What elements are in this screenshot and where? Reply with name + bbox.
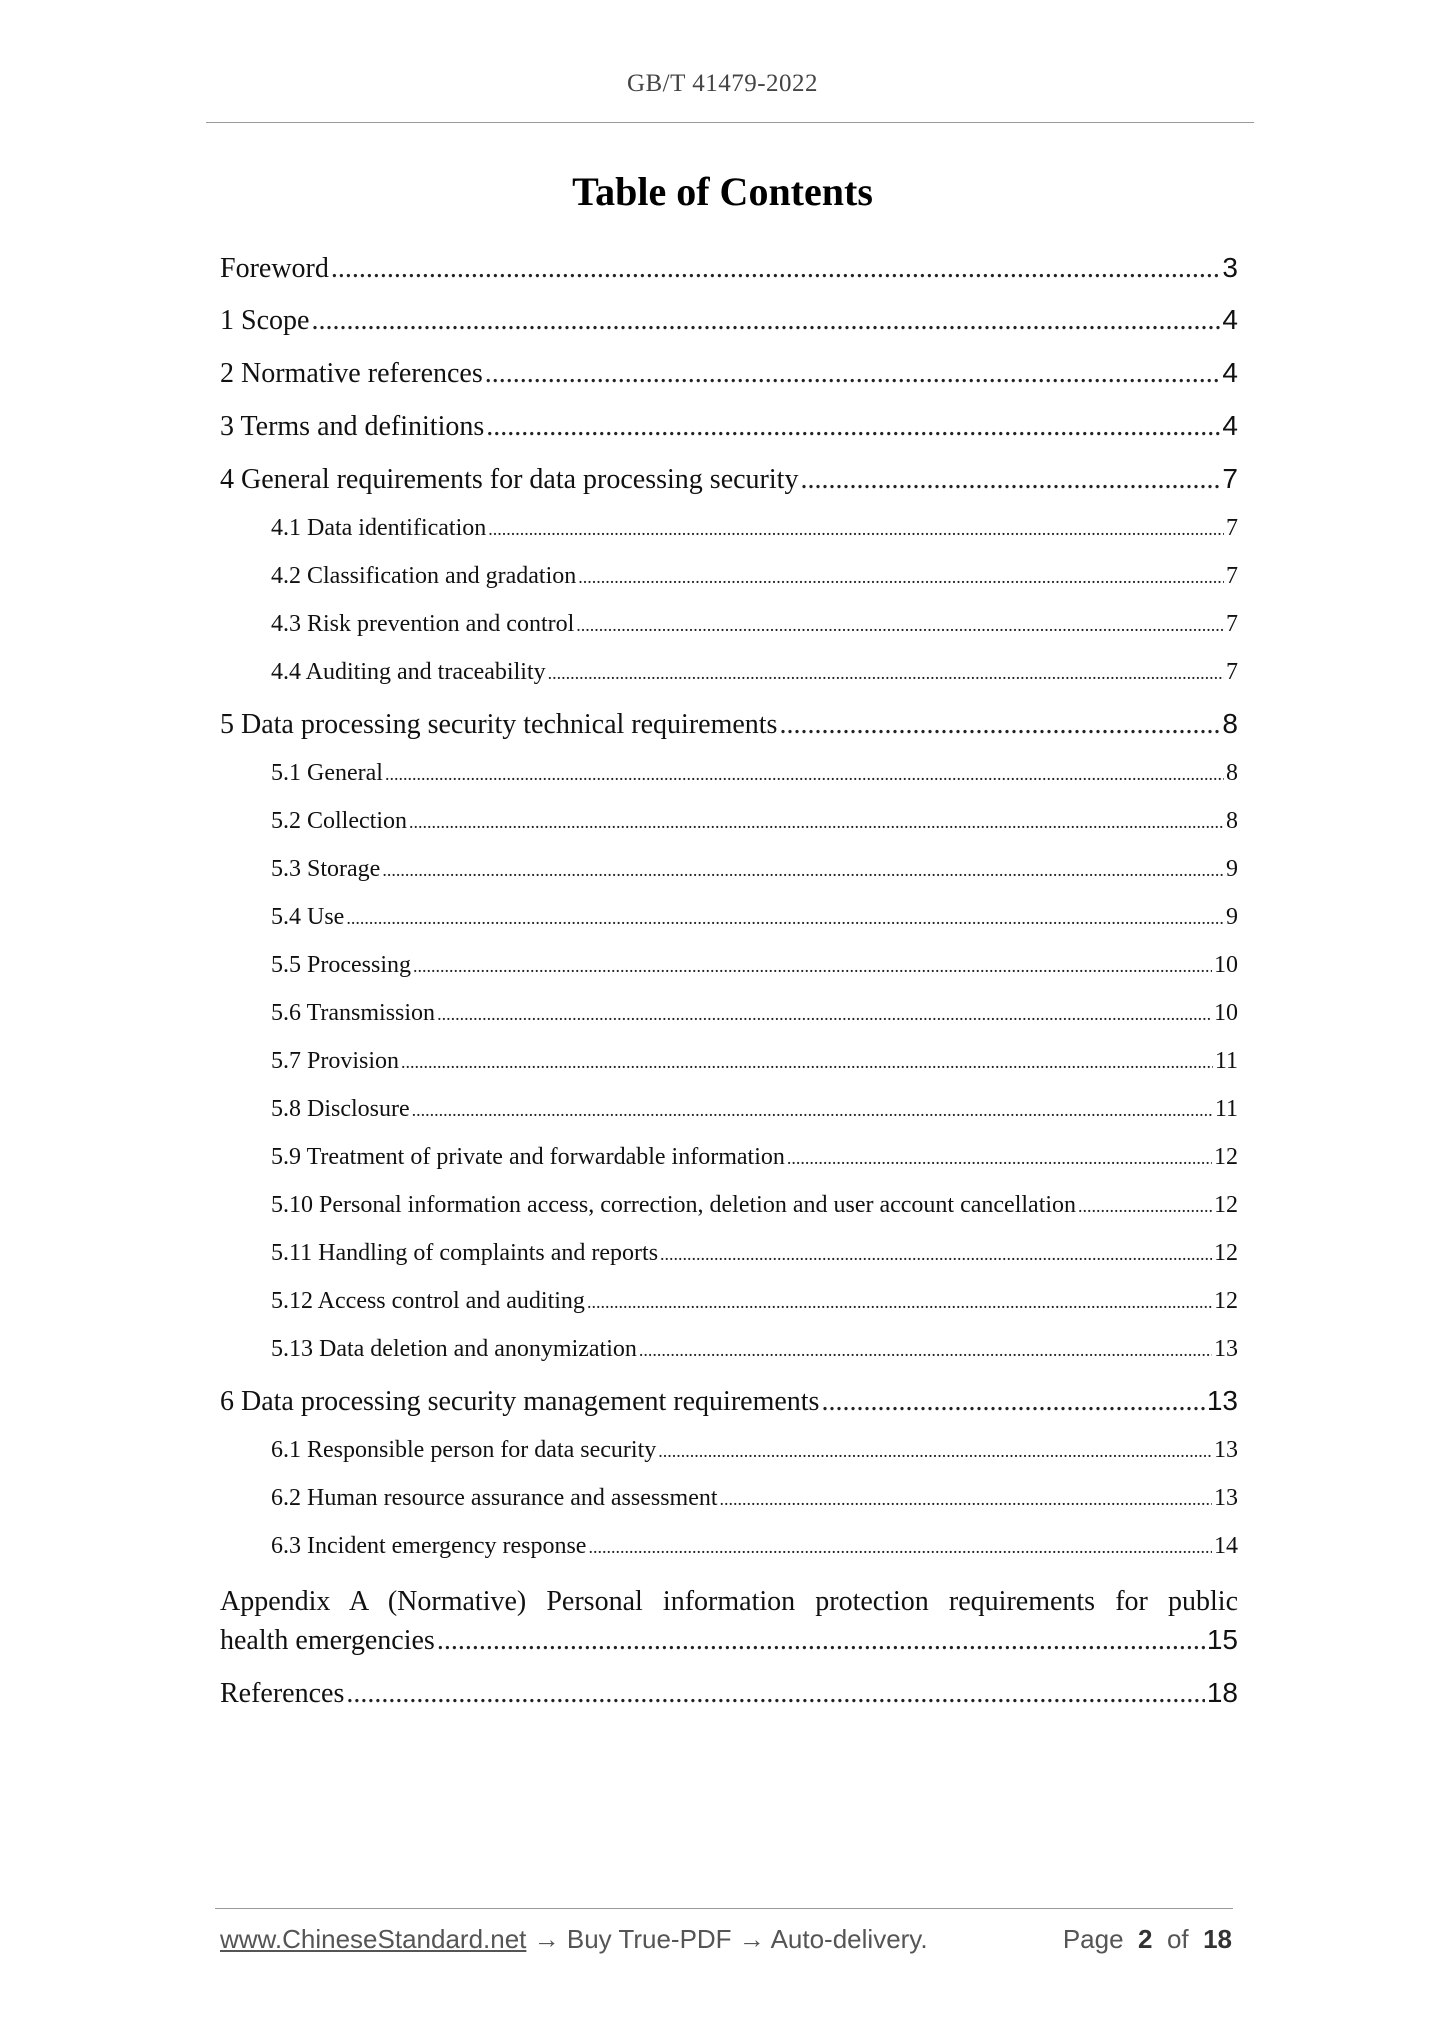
toc-entry-page: 8 [1222,708,1238,739]
toc-entry-label: 5.2 Collection [271,808,407,834]
toc-entry-label: 5 Data processing security technical requirements [220,709,778,740]
toc-entry-terms-definitions[interactable] [220,406,1238,446]
toc-entry-page: 7 [1226,659,1238,685]
toc-entry-page: 4 [1222,410,1238,441]
dot-leader [548,655,1224,690]
of-word: of [1166,1924,1189,1954]
toc-entry-label: 4.4 Auditing and traceability [271,659,546,685]
toc-entry-label: 5.10 Personal information access, correction, deletion and user account cancellation [271,1192,1077,1218]
toc-entry-label: 5.1 General [271,760,383,786]
toc-entry-page: 11 [1214,1096,1238,1122]
toc-entry-5-7[interactable] [271,1044,1238,1078]
toc-entry-references[interactable] [220,1673,1238,1713]
toc-entry-5-2[interactable] [271,804,1238,838]
toc-entry-page: 7 [1222,463,1238,494]
toc-entry-page: 13 [1214,1485,1238,1511]
toc-entry-page: 12 [1214,1192,1238,1218]
total-page-number: 18 [1203,1924,1232,1954]
toc-entry-label: 5.7 Provision [271,1048,400,1074]
dot-leader [658,1433,1212,1468]
dot-leader [576,607,1224,642]
toc-entry-4-4[interactable] [271,655,1238,689]
footer-divider [215,1908,1233,1909]
toc-entry-page: 13 [1214,1437,1238,1463]
page-indicator [1063,1924,1232,1955]
toc-entry-page: 7 [1226,611,1238,637]
toc-entry-label: 4 General requirements for data processing security [220,464,799,495]
toc-entry-label: 2 Normative references [220,358,483,389]
dot-leader [488,511,1224,546]
toc-entry-5-8[interactable] [271,1092,1238,1126]
toc-entry-5-3[interactable] [271,852,1238,886]
header-divider [206,122,1254,123]
dot-leader [382,852,1224,887]
current-page-number: 2 [1138,1924,1153,1954]
dot-leader [485,354,1221,394]
toc-entry-5-1[interactable] [271,756,1238,790]
toc-entry-label: 6.2 Human resource assurance and assessment [271,1485,718,1511]
toc-entry-page: 9 [1226,856,1238,882]
dot-leader [779,705,1220,745]
toc-entry-page: 11 [1214,1048,1238,1074]
toc-entry-6-3[interactable] [271,1529,1238,1563]
dot-leader [385,756,1224,791]
toc-entry-page: 10 [1214,1000,1238,1026]
toc-entry-management-requirements[interactable] [220,1381,1238,1421]
toc-entry-technical-requirements[interactable] [220,704,1238,744]
toc-entry-5-9[interactable] [271,1140,1238,1174]
toc-entry-page: 12 [1214,1144,1238,1170]
toc-entry-5-5[interactable] [271,948,1238,982]
dot-leader [413,948,1212,983]
toc-entry-label: 6 Data processing security management requirements [220,1386,820,1417]
toc-title: Table of Contents [572,169,873,214]
toc-entry-label: Foreword [220,253,329,284]
toc-entry-appendix-a-line1[interactable]: Appendix A (Normative) Personal information protection requirements for public [220,1586,1238,1617]
toc-entry-label: 4.2 Classification and gradation [271,563,577,589]
dot-leader [588,1529,1212,1564]
page-footer [220,1924,1232,1964]
dot-leader [311,301,1220,341]
toc-entry-6-1[interactable] [271,1433,1238,1467]
toc-entry-page: 15 [1206,1624,1238,1655]
toc-entry-label: 6.3 Incident emergency response [271,1533,587,1559]
page-header: GB/T 41479-2022 [626,70,819,97]
toc-entry-5-4[interactable] [271,900,1238,934]
toc-entry-page: 12 [1214,1240,1238,1266]
dot-leader [787,1140,1212,1175]
promo-text: → Buy True-PDF → Auto-delivery. [526,1924,928,1954]
dot-leader [437,996,1212,1031]
dot-leader [346,1674,1204,1714]
toc-entry-label: 6.1 Responsible person for data security [271,1437,657,1463]
toc-entry-scope[interactable] [220,300,1238,340]
toc-entry-label: 5.6 Transmission [271,1000,436,1026]
toc-entry-label: 5.11 Handling of complaints and reports [271,1240,659,1266]
toc-entry-page: 7 [1226,515,1238,541]
dot-leader [660,1236,1212,1271]
toc-entry-5-12[interactable] [271,1284,1238,1318]
toc-entry-page: 12 [1214,1288,1238,1314]
dot-leader [401,1044,1213,1079]
page-word: Page [1062,1924,1124,1954]
dot-leader [639,1332,1212,1367]
toc-entry-normative-references[interactable] [220,353,1238,393]
toc-entry-label: 5.3 Storage [271,856,381,882]
toc-entry-label: health emergencies [220,1625,435,1656]
dot-leader [437,1621,1205,1661]
dot-leader [720,1481,1212,1516]
toc-entry-5-13[interactable] [271,1332,1238,1366]
toc-entry-label: 5.4 Use [271,904,345,930]
toc-entry-label: 3 Terms and definitions [220,411,485,442]
toc-entry-5-11[interactable] [271,1236,1238,1270]
toc-entry-4-2[interactable] [271,559,1238,593]
dot-leader [578,559,1224,594]
toc-entry-appendix-a[interactable] [220,1620,1238,1660]
toc-entry-page: 13 [1214,1336,1238,1362]
toc-entry-4-1[interactable] [271,511,1238,545]
toc-entry-page: 8 [1226,760,1238,786]
toc-entry-general-requirements[interactable] [220,459,1238,499]
toc-entry-page: 13 [1206,1385,1238,1416]
toc-entry-page: 4 [1222,357,1238,388]
toc-entry-label: 5.12 Access control and auditing [271,1288,585,1314]
toc-entry-page: 9 [1226,904,1238,930]
toc-entry-page: 3 [1222,252,1238,283]
toc-entry-label: 5.8 Disclosure [271,1096,410,1122]
dot-leader [800,460,1220,500]
toc-entry-page: 4 [1222,304,1238,335]
site-link[interactable]: www.ChineseStandard.net [220,1924,527,1954]
toc-entry-label: 5.9 Treatment of private and forwardable information [271,1144,785,1170]
toc-entry-label: 4.3 Risk prevention and control [271,611,575,637]
dot-leader [821,1382,1204,1422]
dot-leader [409,804,1224,839]
dot-leader [1078,1188,1212,1223]
toc-entry-page: 8 [1226,808,1238,834]
toc-entry-page: 10 [1214,952,1238,978]
toc-entry-label: 5.5 Processing [271,952,411,978]
toc-entry-label: References [220,1678,345,1709]
toc-entry-label: 1 Scope [220,305,310,336]
toc-entry-label: 5.13 Data deletion and anonymization [271,1336,637,1362]
toc-entry-page: 7 [1226,563,1238,589]
toc-entry-4-3[interactable] [271,607,1238,641]
toc-entry-5-6[interactable] [271,996,1238,1030]
toc-entry-5-10[interactable] [271,1188,1238,1222]
dot-leader [331,249,1221,289]
dot-leader [412,1092,1213,1127]
toc-entry-label: 4.1 Data identification [271,515,487,541]
toc-entry-foreword[interactable] [220,248,1238,288]
footer-promo [220,1924,928,1955]
toc-entry-page: 14 [1214,1533,1238,1559]
toc-entry-page: 18 [1206,1677,1238,1708]
dot-leader [587,1284,1212,1319]
dot-leader [346,900,1224,935]
dot-leader [486,407,1220,447]
toc-entry-6-2[interactable] [271,1481,1238,1515]
